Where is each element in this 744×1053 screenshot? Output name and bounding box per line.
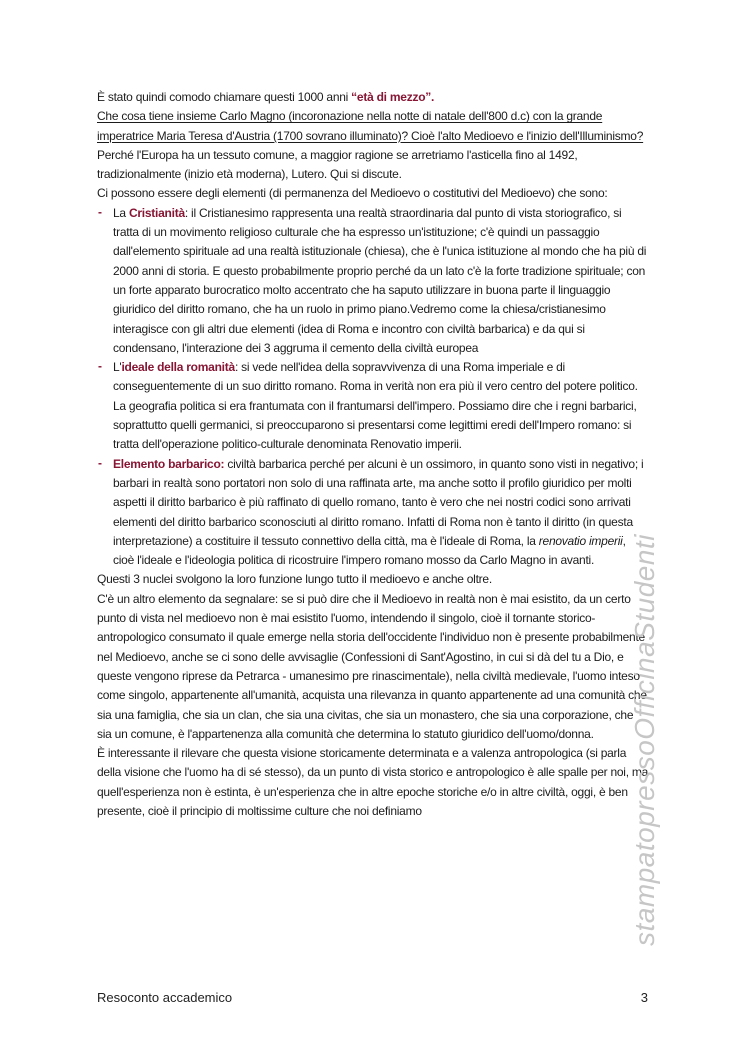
text-segment: C'è un altro elemento da segnalare: se si può dire che il Medioevo in realtà non è mai esistito, da un certo punto di vista nel medioevo non è mai esistito l'uomo, intendendo il singolo, cioè il tornante storico-antropologico consumato il quale emerge nella storia dell'occidente l'individuo non è presente probabilmente nel Medioevo, anche se ci sono delle avvisaglie (Confessioni di Sant'Agostino, in cui si dà del tu a Dio, e queste vengono riprese da Petrarca - umanesimo pre rinascimentale), nella civiltà medievale, l'uomo inteso come singolo, appartenente all'umanità, acquista una rilevanza in quanto appartenente ad una comunità che sia una famiglia, che sia un clan, che sia una civitas, che sia un monastero, che sia una corporazione, che sia un comune, è l'appartenenza alla comunità che determina lo statuto giuridico dell'uomo/donna. bbox=[97, 591, 647, 741]
document-body bbox=[97, 88, 649, 821]
text-segment: L' bbox=[113, 360, 122, 375]
text-segment-bold-red: Cristianità bbox=[128, 205, 185, 220]
text-segment-bold-red: ideale della romanità bbox=[121, 360, 235, 375]
text-segment-underline: Che cosa tiene insieme Carlo Magno (incoronazione nella notte di natale dell'800 d.c) con la grande imperatrice Maria Teresa d'Austria (1700 sovrano illuminato)? Cioè l'alto Medioevo e l'inizio dell'Illuminismo? bbox=[97, 109, 644, 143]
footer-document-title: Resoconto accademico bbox=[97, 990, 233, 1005]
text-segment: , cioè l'ideale e l'ideologia politica di ricostruire l'impero romano mosso da Carlo Magno in avanti. bbox=[113, 533, 626, 568]
text-segment: La bbox=[113, 205, 129, 220]
text-segment: : si vede nell'idea della sopravvivenza di una Roma imperiale e di conseguentemente di un suo diritto romano. Roma in verità non era più il vero centro del potere politico. La geografia politica si era frantumata con il frantumarsi dell'impero. Possiamo dire che i regni barbarici, soprattutto quelli germanici, si preoccuparono si presentarsi come legittimi eredi dell'Impero romano: si tratta dell'operazione politico-culturale denominata Renovatio imperii. bbox=[113, 360, 638, 452]
bullet-dash-icon: - bbox=[98, 359, 102, 374]
text-segment: È stato quindi comodo chiamare questi 1000 anni bbox=[97, 90, 352, 104]
page-footer bbox=[97, 990, 648, 1005]
paragraph bbox=[97, 744, 649, 821]
print-watermark: stampatopressoOfficinaStudenti bbox=[629, 534, 660, 946]
footer-page-number: 3 bbox=[640, 990, 648, 1005]
text-segment: civiltà barbarica perché per alcuni è un ossimoro, in quanto sono visti in negativo; i barbari in realtà sono portatori non solo di una raffinata arte, ma anche sotto il profilo giuridico per molti aspetti il diritto barbarico è più raffinato di quello romano, tanto è vero che nei nostri codici sono arrivati elementi del diritto barbarico sconosciuti al diritto romano. Infatti di Roma non è tanto il diritto (in questa interpretazione) a costituire il tessuto connettivo della città, ma è l'ideale di Roma, la bbox=[113, 456, 644, 548]
bullet-item bbox=[97, 358, 649, 454]
text-segment: Ci possono essere degli elementi (di permanenza del Medioevo o costitutivi del Medioevo) che sono: bbox=[97, 186, 608, 201]
text-segment: È interessante il rilevare che questa visione storicamente determinata e a valenza antropologica (si parla della visione che l'uomo ha di sé stesso), da un punto di vista storico e antropologico è alle spalle per noi, ma quell'esperienza non è estinta, è un'esperienza che in altre epoche storiche e/o in altre civiltà, oggi, è ben presente, cioè il principio di moltissime culture che noi definiamo bbox=[97, 746, 649, 818]
text-segment-bold-red: Elemento barbarico: bbox=[113, 456, 225, 471]
paragraph bbox=[97, 590, 649, 744]
text-segment: Questi 3 nuclei svolgono la loro funzione lungo tutto il medioevo e anche oltre. bbox=[97, 572, 492, 587]
paragraph bbox=[97, 107, 649, 184]
text-segment: Perché l'Europa ha un tessuto comune, a maggior ragione se arretriamo l'asticella fino al 1492, tradizionalmente (inizio età moderna), Lutero. Qui si discute. bbox=[97, 147, 578, 182]
text-segment-bold-red: “età di mezzo”. bbox=[351, 90, 435, 104]
bullet-item bbox=[97, 455, 649, 571]
paragraph bbox=[97, 570, 649, 589]
bullet-item bbox=[97, 204, 649, 358]
bullet-dash-icon: - bbox=[98, 204, 102, 219]
text-segment: : il Cristianesimo rappresenta una realtà straordinaria dal punto di vista storiografico, si tratta di un movimento religioso culturale che ha espresso un'istituzione; c'è quindi un passaggio dall'elemento spirituale ad una realtà istituzionale (chiesa), che è l'unica istituzione al mondo che ha più di 2000 anni di storia. E questo probabilmente proprio perché da un lato c'è la forte tradizione spirituale; con un forte apparato burocratico molto accentrato che ha saputo utilizzare in buona parte il linguaggio giuridico del diritto romano, che ha un ruolo in primo piano.Vedremo come la chiesa/cristianesimo interagisce con gli altri due elementi (idea di Roma e incontro con civiltà barbarica) e da qui si condensano, l'interazione dei 3 aggruma il cemento della civiltà europea bbox=[113, 205, 647, 355]
bullet-dash-icon: - bbox=[98, 455, 102, 470]
paragraph bbox=[97, 88, 649, 107]
paragraph bbox=[97, 184, 649, 203]
text-segment-italic: renovatio imperii bbox=[538, 533, 623, 548]
